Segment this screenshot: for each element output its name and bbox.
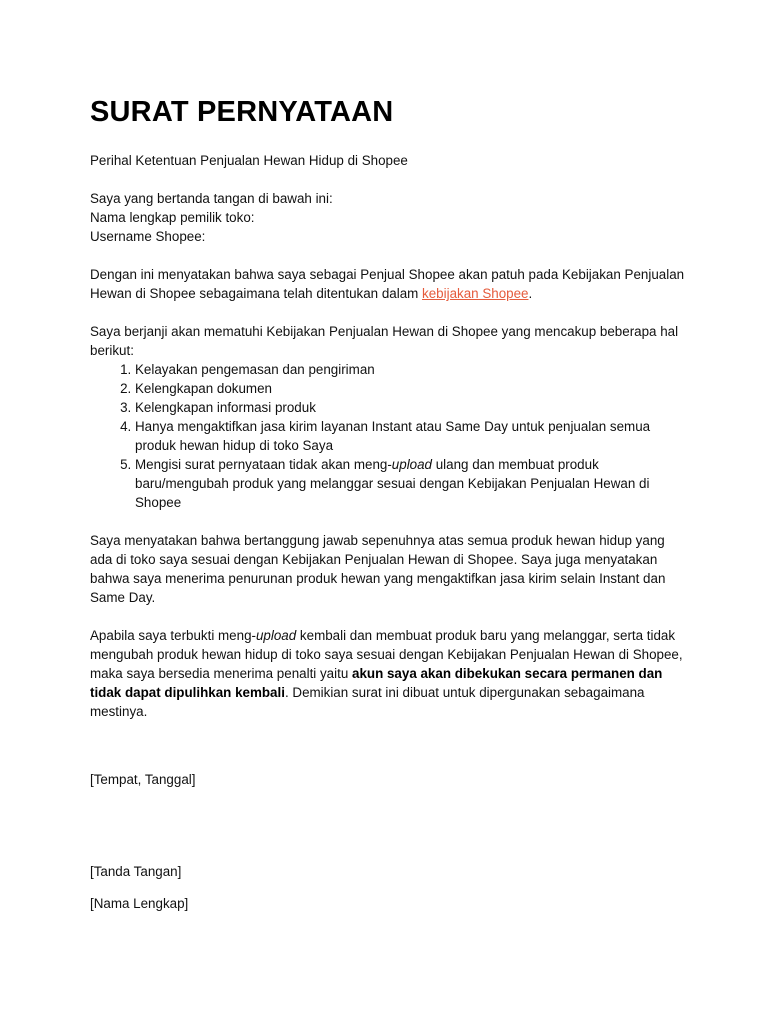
owner-name-field-label: Nama lengkap pemilik toko:	[90, 210, 255, 225]
full-name-placeholder: [Nama Lengkap]	[90, 896, 189, 911]
statement-end: .	[528, 286, 533, 301]
penalty-emphasis: upload	[255, 628, 297, 643]
signature-placeholder: [Tanda Tangan]	[90, 864, 182, 879]
list-item: 2. Kelengkapan dokumen	[135, 379, 690, 398]
username-field-label: Username Shopee:	[90, 229, 206, 244]
statement-text: Dengan ini menyatakan bahwa saya sebagai Penjual Shopee akan patuh pada Kebijakan Penjualan Hewan di Shopee sebagaimana telah ditentukan dalam	[90, 267, 685, 301]
list-item-text: Mengisi surat pernyataan tidak akan meng-	[135, 457, 392, 472]
list-item-text: ulang dan membuat produk baru/mengubah produk yang melanggar sesuai dengan Kebijakan Penjualan Hewan di Shopee	[135, 457, 650, 510]
intro-line: Saya yang bertanda tangan di bawah ini:	[90, 191, 333, 206]
list-item: 1. Kelayakan pengemasan dan pengiriman	[135, 360, 690, 379]
promise-intro-paragraph: Saya berjanji akan mematuhi Kebijakan Penjualan Hewan di Shopee yang mencakup beberapa hal berikut:	[90, 324, 679, 358]
shopee-policy-link[interactable]: kebijakan Shopee	[422, 286, 529, 301]
place-date-placeholder: [Tempat, Tanggal]	[90, 772, 196, 787]
penalty-text: kembali dan membuat produk baru yang melanggar, serta tidak mengubah produk hewan hidup di toko saya sesuai dengan Kebijakan Penjualan Hewan di Shopee, maka saya bersedia menerima penalti yaitu	[90, 628, 683, 681]
list-item	[135, 455, 690, 512]
document-page	[90, 95, 690, 913]
list-item-emphasis: upload	[391, 457, 433, 472]
document-title: SURAT PERNYATAAN	[90, 96, 394, 128]
intro-block	[90, 189, 690, 246]
responsibility-paragraph: Saya menyatakan bahwa bertanggung jawab sepenuhnya atas semua produk hewan hidup yang ada di toko saya sesuai dengan Kebijakan Penjualan Hewan di Shopee. Saya juga menyatakan bahwa saya menerima penurunan produk hewan yang mengaktifkan jasa kirim selain Instant dan Same Day.	[90, 533, 666, 605]
list-item: 3. Kelengkapan informasi produk	[135, 398, 690, 417]
statement-paragraph	[90, 265, 690, 303]
subject-line: Perihal Ketentuan Penjualan Hewan Hidup di Shopee	[90, 153, 408, 168]
penalty-text: Apabila saya terbukti meng-	[90, 628, 256, 643]
penalty-paragraph	[90, 626, 690, 721]
penalty-bold-text: akun saya akan dibekukan secara permanen dan tidak dapat dipulihkan kembali	[90, 666, 663, 700]
penalty-text: . Demikian surat ini dibuat untuk dipergunakan sebagaimana mestinya.	[90, 685, 645, 719]
list-item: 4. Hanya mengaktifkan jasa kirim layanan Instant atau Same Day untuk penjualan semua produk hewan hidup di toko Saya	[135, 417, 690, 455]
policy-list	[90, 360, 690, 512]
